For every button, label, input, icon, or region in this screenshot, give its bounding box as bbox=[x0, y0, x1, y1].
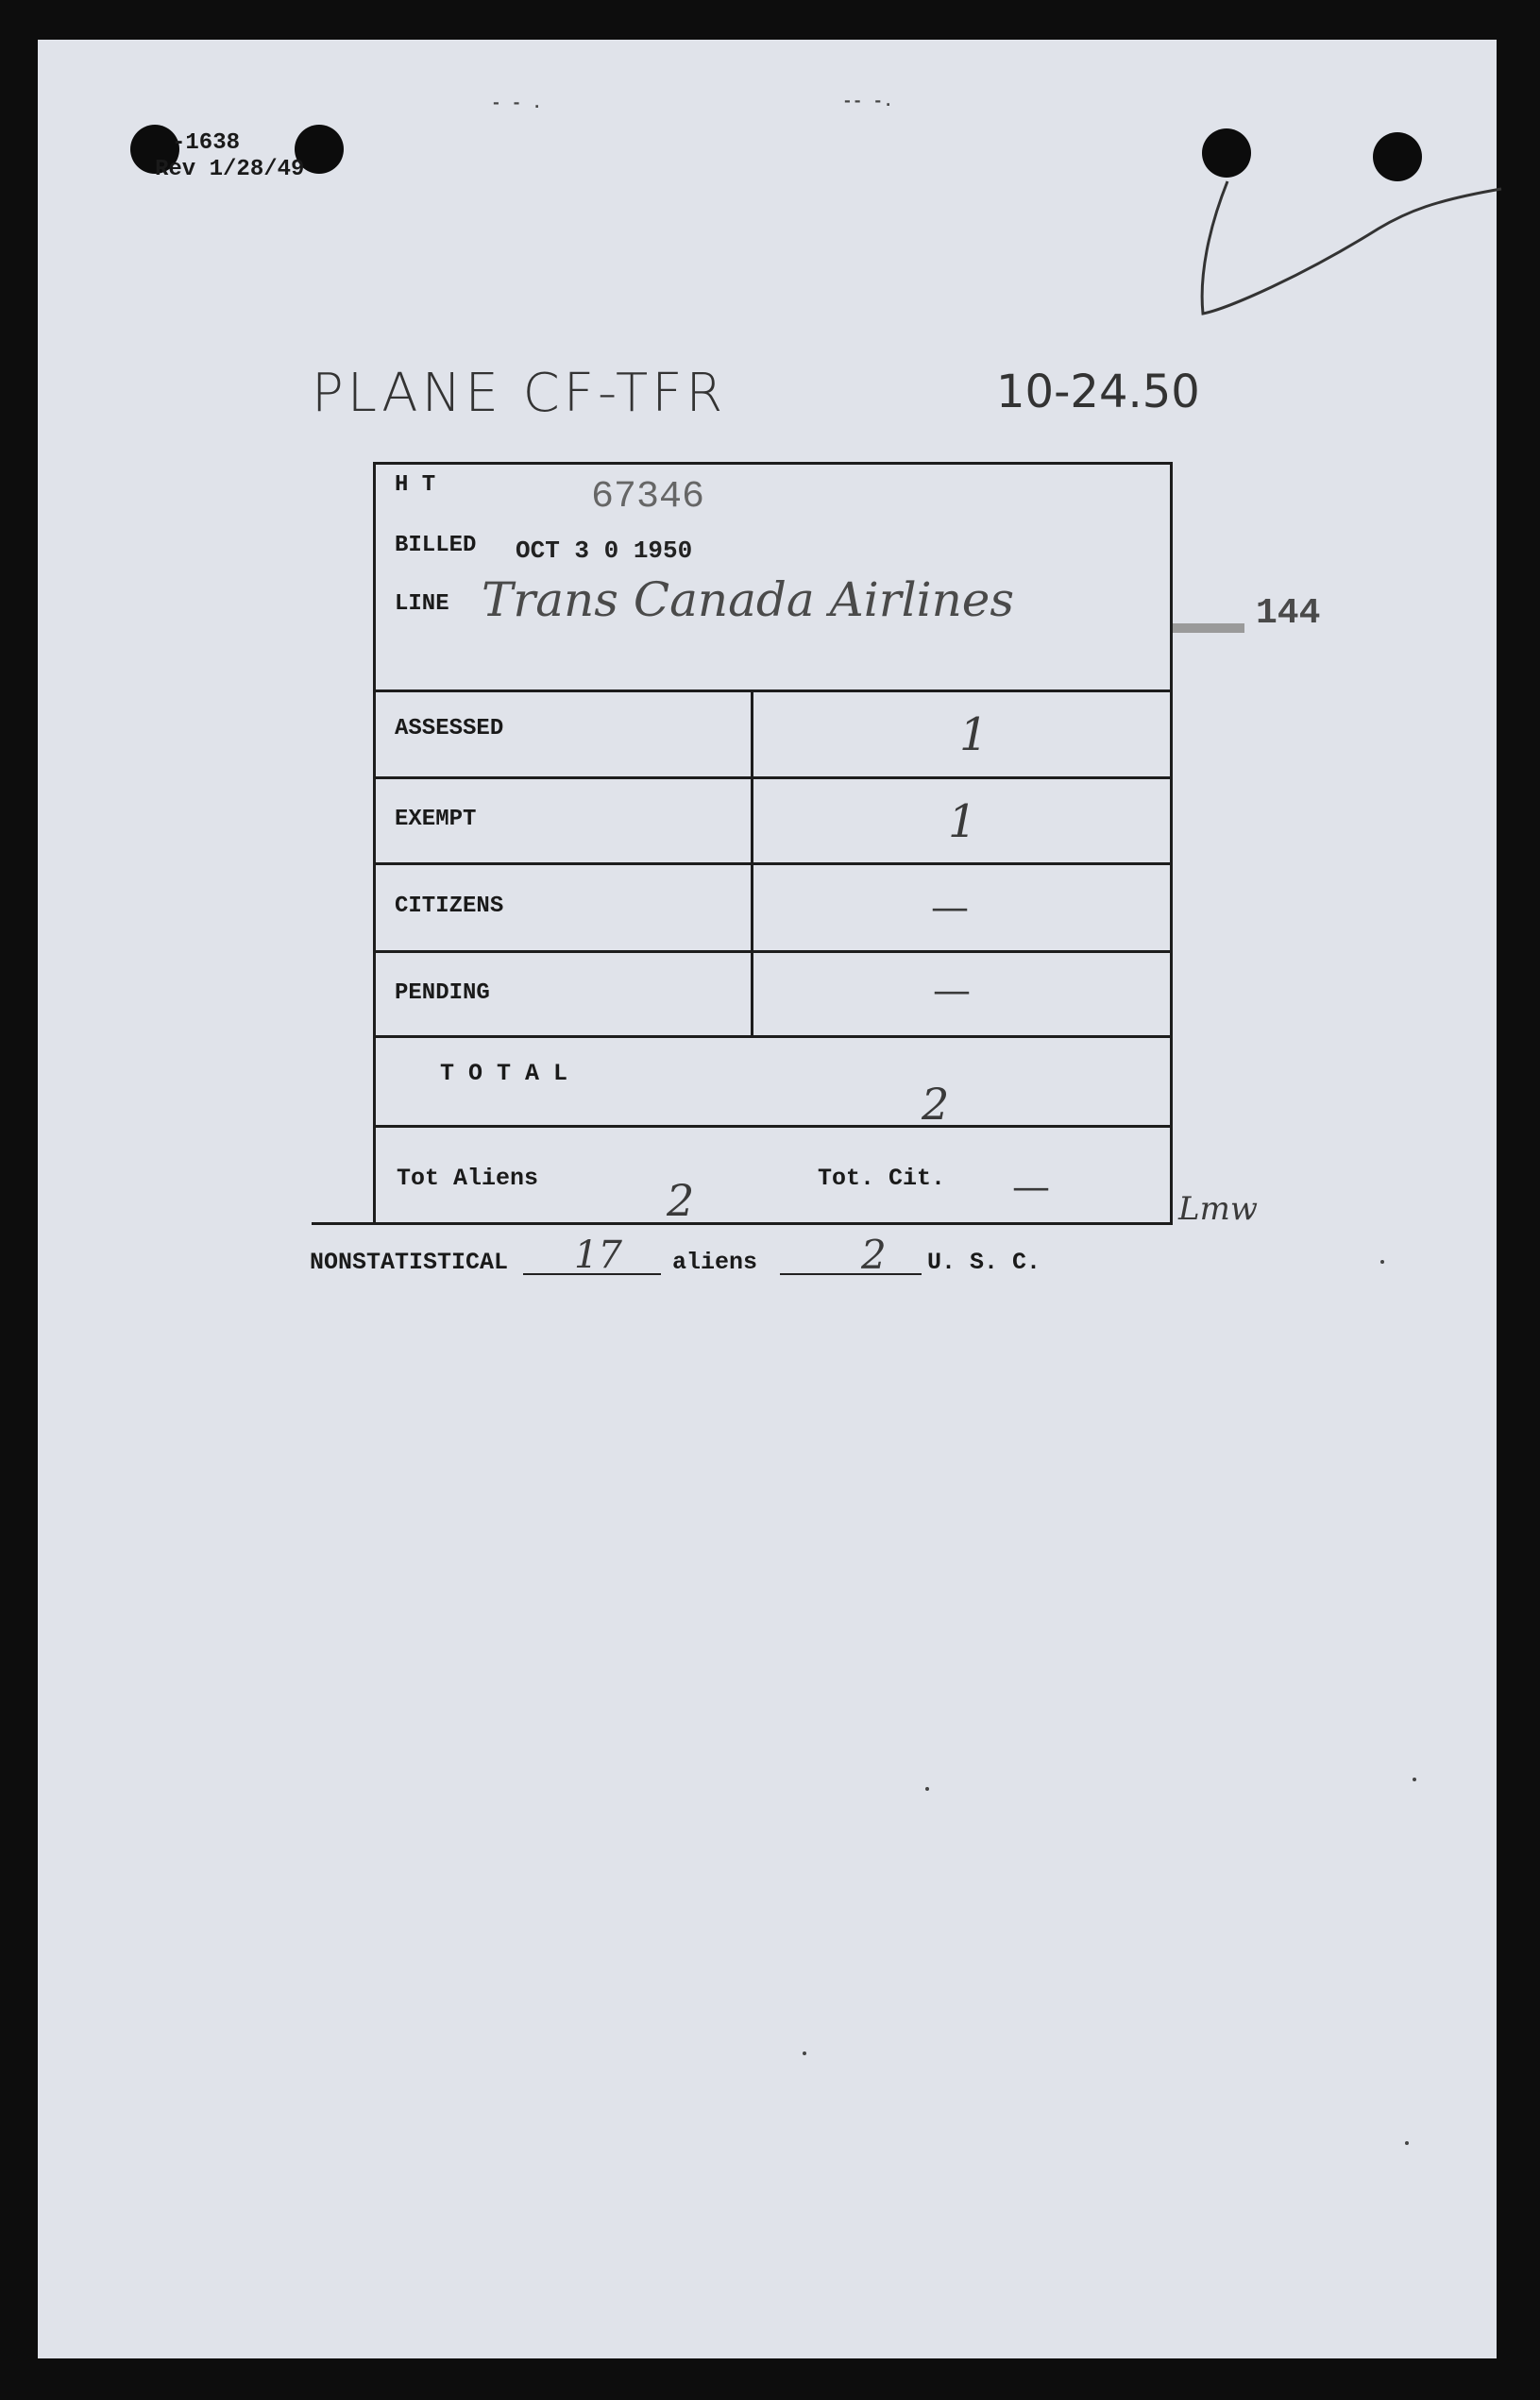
document-page bbox=[38, 40, 1497, 2358]
tot-cit-label: Tot. Cit. bbox=[818, 1165, 946, 1192]
punch-hole-right-1 bbox=[1202, 128, 1251, 178]
speck bbox=[1405, 2141, 1409, 2145]
form-rule-1 bbox=[376, 689, 1170, 692]
billed-label: BILLED bbox=[395, 533, 477, 558]
row-value-assessed: 1 bbox=[959, 708, 989, 761]
usc-label: U. S. C. bbox=[927, 1249, 1041, 1276]
initials-handwritten: Lmw bbox=[1178, 1190, 1258, 1228]
manifest-form-box bbox=[373, 462, 1173, 1225]
aliens-label: aliens bbox=[672, 1249, 758, 1276]
form-rule-5 bbox=[376, 1035, 1170, 1038]
line-value-handwritten: Trans Canada Airlines bbox=[482, 572, 1015, 627]
billed-date-stamp: OCT 3 0 1950 bbox=[516, 536, 693, 565]
top-mark-2: -- -. bbox=[842, 93, 894, 111]
total-label: T O T A L bbox=[440, 1060, 568, 1087]
form-bottom-extension bbox=[312, 1222, 378, 1225]
row-label-pending: PENDING bbox=[395, 980, 490, 1006]
side-number-smudge bbox=[1171, 623, 1244, 633]
speck bbox=[925, 1787, 929, 1791]
row-value-exempt: 1 bbox=[948, 795, 977, 848]
form-rule-2 bbox=[376, 776, 1170, 779]
row-label-citizens: CITIZENS bbox=[395, 894, 504, 919]
tot-aliens-value: 2 bbox=[667, 1175, 695, 1226]
plane-handwritten: PLANE CF-TFR bbox=[312, 363, 727, 424]
form-rule-4 bbox=[376, 950, 1170, 953]
row-label-exempt: EXEMPT bbox=[395, 807, 477, 832]
nonstat-label: NONSTATISTICAL bbox=[310, 1249, 509, 1276]
line-label: LINE bbox=[395, 591, 449, 617]
usc-value: 2 bbox=[861, 1232, 887, 1278]
top-mark-1: - - . bbox=[491, 94, 543, 113]
speck bbox=[1380, 1260, 1384, 1264]
form-rule-6 bbox=[376, 1125, 1170, 1128]
tot-cit-value: — bbox=[1012, 1166, 1050, 1209]
ht-number: 67346 bbox=[591, 476, 705, 519]
total-value: 2 bbox=[922, 1079, 950, 1130]
date-handwritten: 10-24.50 bbox=[996, 366, 1200, 418]
form-revision: Rev 1/28/49 bbox=[155, 157, 305, 182]
row-value-pending: — bbox=[933, 969, 971, 1013]
form-column-divider bbox=[751, 689, 753, 1038]
speck bbox=[1413, 1778, 1416, 1781]
form-rule-3 bbox=[376, 862, 1170, 865]
form-number: -1638 bbox=[172, 130, 241, 156]
ht-label: H T bbox=[395, 472, 436, 498]
row-value-citizens: — bbox=[931, 886, 969, 929]
check-mark-icon bbox=[1190, 172, 1530, 342]
usc-underline bbox=[780, 1273, 922, 1275]
row-label-assessed: ASSESSED bbox=[395, 716, 504, 741]
speck bbox=[803, 2051, 806, 2055]
tot-aliens-label: Tot Aliens bbox=[397, 1165, 539, 1192]
side-number: 144 bbox=[1256, 593, 1321, 634]
nonstat-aliens-value: 17 bbox=[574, 1234, 622, 1277]
